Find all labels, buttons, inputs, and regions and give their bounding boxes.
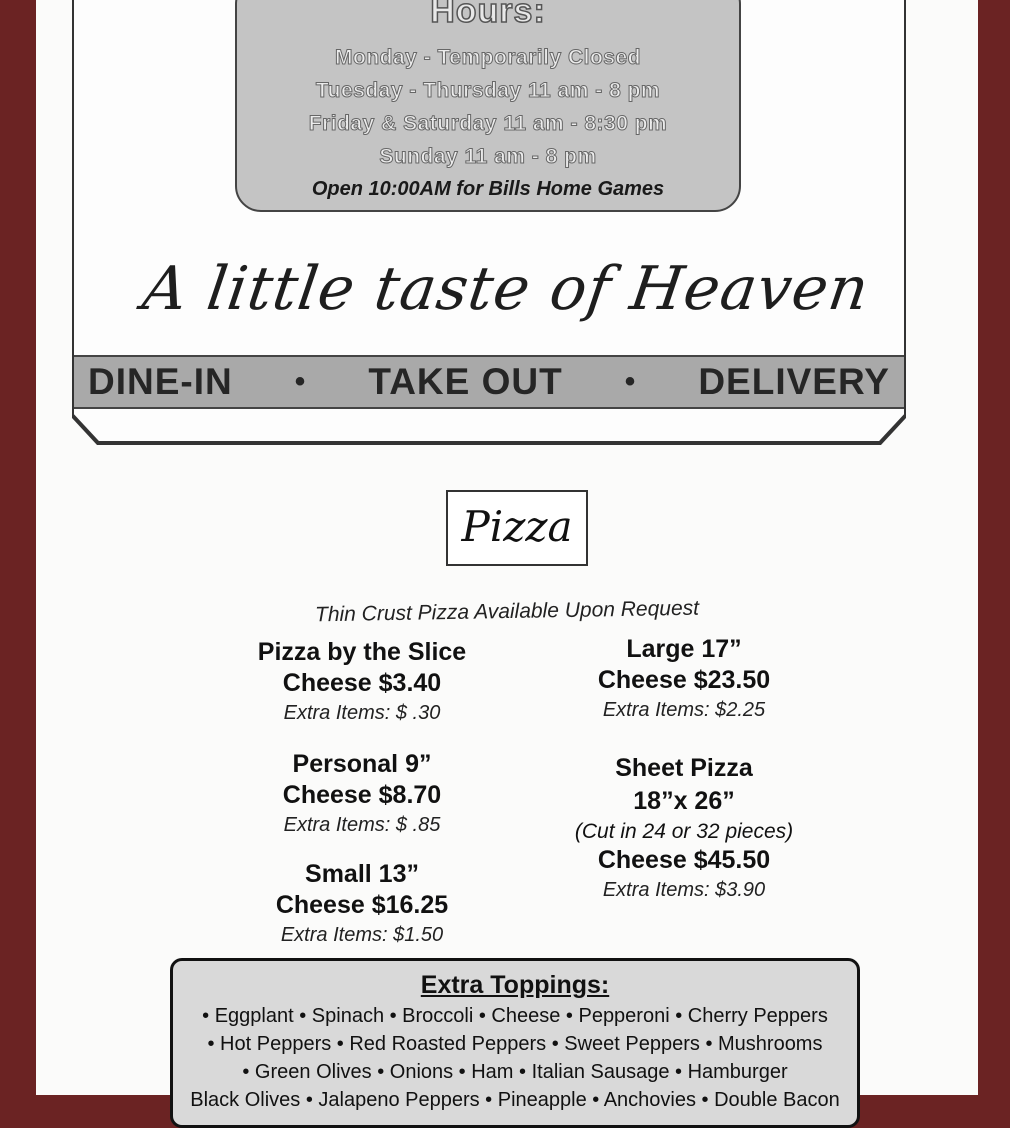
item-price: Cheese $45.50 <box>597 846 771 874</box>
hours-line-tue-thu: Tuesday - Thursday 11 am - 8 pm <box>315 79 661 102</box>
item-cut-note: (Cut in 24 or 32 pieces) <box>574 820 794 843</box>
item-extra: Extra Items: $2.25 <box>602 699 766 721</box>
item-extra: Extra Items: $1.50 <box>280 924 444 946</box>
separator-dot: • <box>624 365 637 398</box>
hours-line-sunday: Sunday 11 am - 8 pm <box>379 145 597 168</box>
menu-item-sheet <box>534 754 834 902</box>
hours-box <box>235 0 741 212</box>
thin-crust-note: Thin Crust Pizza Available Upon Request <box>314 596 700 627</box>
item-price: Cheese $16.25 <box>275 891 449 919</box>
item-size: 18”x 26” <box>633 787 735 815</box>
item-title: Sheet Pizza <box>615 754 753 782</box>
pizza-section-title: Pizza <box>446 490 588 566</box>
extra-toppings-box <box>170 958 860 1128</box>
item-title: Large 17” <box>626 635 742 663</box>
service-band <box>74 355 904 409</box>
tagline: A little taste of Heaven <box>138 254 874 324</box>
item-extra: Extra Items: $3.90 <box>602 879 766 901</box>
item-title: Small 13” <box>305 860 419 888</box>
item-extra: Extra Items: $ .85 <box>283 814 441 836</box>
toppings-line: • Hot Peppers • Red Roasted Peppers • Sweet Peppers • Mushrooms <box>207 1033 823 1055</box>
hours-line-monday: Monday - Temporarily Closed <box>335 46 641 69</box>
item-title: Personal 9” <box>292 750 432 778</box>
toppings-line: • Eggplant • Spinach • Broccoli • Cheese • Pepperoni • Cherry Peppers <box>202 1005 828 1027</box>
hours-title: Hours: <box>430 0 546 30</box>
item-price: Cheese $3.40 <box>282 669 442 697</box>
item-extra: Extra Items: $ .30 <box>283 702 441 724</box>
menu-item-slice <box>212 638 512 725</box>
item-price: Cheese $8.70 <box>282 781 442 809</box>
menu-item-personal <box>212 750 512 837</box>
menu-item-large <box>534 635 834 722</box>
service-take-out: TAKE OUT <box>368 361 563 402</box>
separator-dot: • <box>294 365 307 398</box>
bills-games-note: Open 10:00AM for Bills Home Games <box>311 178 665 200</box>
menu-page <box>36 0 978 1111</box>
toppings-line: • Green Olives • Onions • Ham • Italian Sausage • Hamburger <box>242 1061 788 1083</box>
toppings-title: Extra Toppings: <box>420 971 610 999</box>
toppings-line: Black Olives • Jalapeno Peppers • Pineapple • Anchovies • Double Bacon <box>190 1089 840 1111</box>
service-dine-in: DINE-IN <box>88 361 233 402</box>
hours-line-fri-sat: Friday & Saturday 11 am - 8:30 pm <box>308 112 668 135</box>
item-price: Cheese $23.50 <box>597 666 771 694</box>
item-title: Pizza by the Slice <box>257 638 467 666</box>
service-delivery: DELIVERY <box>698 361 890 402</box>
menu-item-small <box>212 860 512 947</box>
